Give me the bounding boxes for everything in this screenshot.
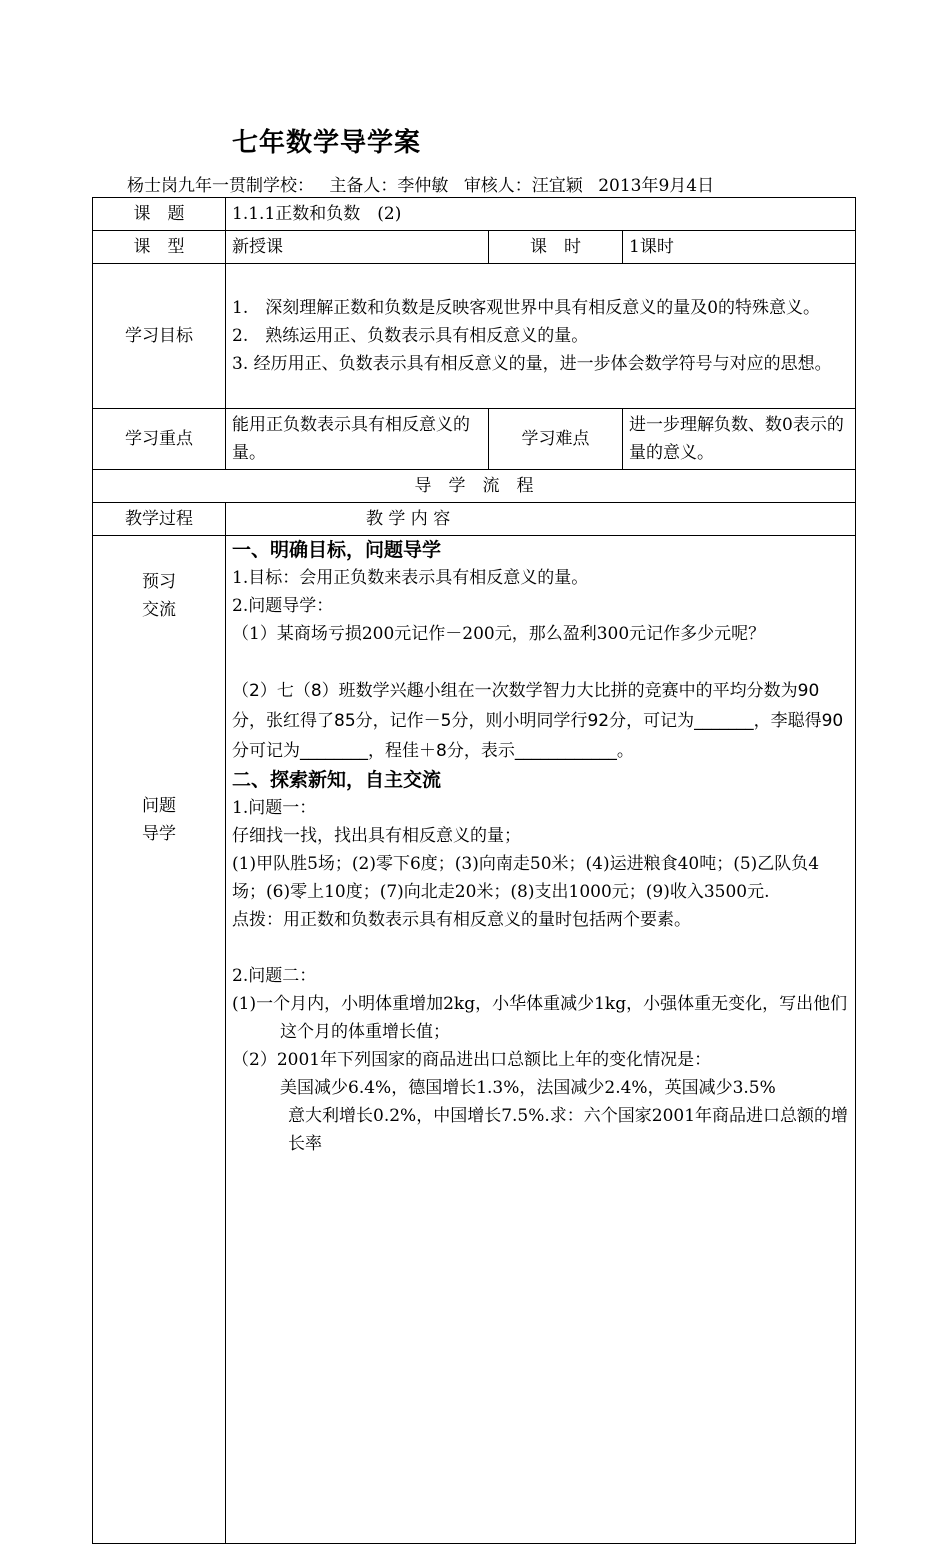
type-value: 新授课 [226, 231, 489, 264]
flow-row [93, 470, 856, 503]
topic-label: 课 题 [93, 198, 226, 231]
school-name: 杨士岗九年一贯制学校： [127, 176, 314, 196]
goal-item: 3. 经历用正、负数表示具有相反意义的量，进一步体会数学符号与对应的思想。 [232, 354, 832, 374]
question-2: （2）七（8）班数学兴趣小组在一次数学智力大比拼的竞赛中的平均分数为90分，张红得了85分，记作－5分，则小明同学行92分，可记为_______，李聪得90分可记为________，程佳＋8分，表示____________。 [232, 681, 844, 761]
problem-1-heading: 1.问题一： [232, 798, 317, 818]
goal-text: 1.目标：会用正负数来表示具有相反意义的量。 [232, 568, 589, 588]
topic-row [93, 198, 856, 231]
header-row [93, 503, 856, 536]
section-heading: 一、明确目标，问题导学 [232, 539, 442, 561]
problem-2-data-1: 美国减少6.4%，德国增长1.3%，法国减少2.4%，英国减少3.5% [280, 1078, 776, 1098]
process-column [93, 536, 226, 1544]
difficult-label: 学习难点 [489, 409, 623, 470]
stage-preview-a: 预习 [142, 572, 176, 592]
goals-row [93, 264, 856, 409]
tip-text: 点拨：用正数和负数表示具有相反意义的量时包括两个要素。 [232, 910, 691, 930]
section-heading: 二、探索新知，自主交流 [232, 769, 442, 791]
topic-value: 1.1.1正数和负数 (2) [226, 198, 856, 231]
problem-2-heading: 2.问题二： [232, 966, 317, 986]
process-label: 教学过程 [93, 503, 226, 536]
problem-2-q2: （2）2001年下列国家的商品进出口总额比上年的变化情况是： [232, 1050, 712, 1070]
goal-item: 1. 深刻理解正数和负数是反映客观世界中具有相反意义的量及0的特殊意义。 [232, 298, 821, 318]
problem-1-list: (1)甲队胜5场；(2)零下6度；(3)向南走50米；(4)运进粮食40吨；(5)乙队负4场；(6)零上10度；(7)向北走20米；(8)支出1000元；(9)收入3500元. [232, 854, 820, 902]
goals-cell [226, 264, 856, 409]
content-label: 教 学 内 容 [226, 503, 856, 536]
flow-title: 导 学 流 程 [93, 470, 856, 503]
type-row [93, 231, 856, 264]
key-value: 能用正负数表示具有相反意义的量。 [226, 409, 489, 470]
problem-1-text: 仔细找一找，找出具有相反意义的量； [232, 826, 521, 846]
question-1: （1）某商场亏损200元记作－200元，那么盈利300元记作多少元呢？ [232, 624, 766, 644]
hours-value: 1课时 [623, 231, 856, 264]
stage-question-a: 问题 [142, 796, 176, 816]
problem-2-q1: (1)一个月内，小明体重增加2kg，小华体重减少1kg，小强体重无变化，写出他们这个月的体重增长值； [232, 994, 848, 1042]
reviewer: 审核人：汪宜颖 [463, 176, 583, 196]
problem-2-data-2: 意大利增长0.2%，中国增长7.5%.求：六个国家2001年商品进口总额的增长率 [288, 1106, 849, 1154]
goal-item: 2. 熟练运用正、负数表示具有相反意义的量。 [232, 326, 589, 346]
difficult-value: 进一步理解负数、数0表示的量的意义。 [623, 409, 856, 470]
date: 2013年9月4日 [598, 176, 715, 196]
stage-preview-b: 交流 [142, 600, 176, 620]
question-heading: 2.问题导学： [232, 596, 334, 616]
type-label: 课 型 [93, 231, 226, 264]
document-meta [127, 171, 724, 196]
content-cell [226, 536, 856, 1544]
key-row [93, 409, 856, 470]
key-label: 学习重点 [93, 409, 226, 470]
stage-question-b: 导学 [142, 824, 176, 844]
goals-label: 学习目标 [93, 264, 226, 409]
hours-label: 课 时 [489, 231, 623, 264]
document-title: 七年数学导学案 [232, 128, 422, 158]
content-row [93, 536, 856, 1544]
preparer: 主备人：李仲敏 [329, 176, 449, 196]
